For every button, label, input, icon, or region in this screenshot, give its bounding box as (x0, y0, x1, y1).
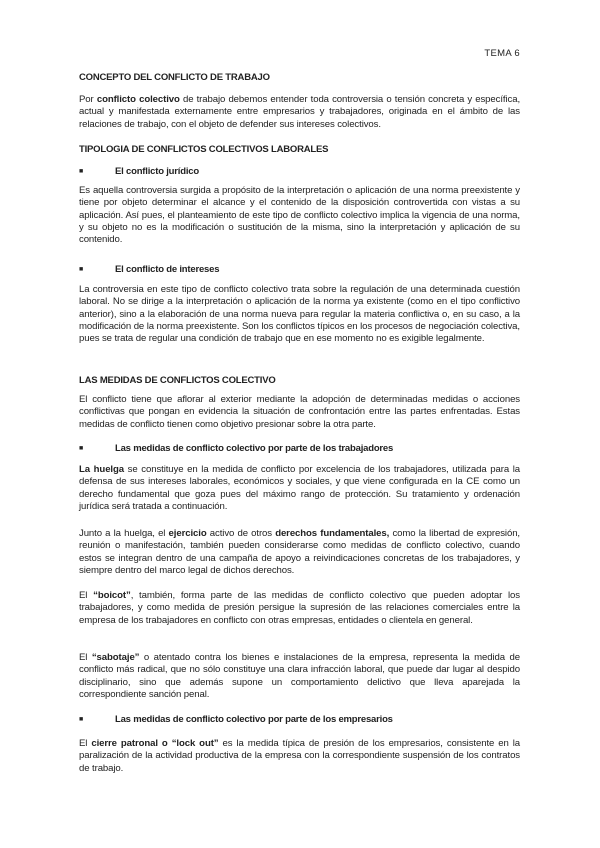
paragraph-huelga: La huelga se constituye en la medida de conflicto por excelencia de los trabajadores, utilizada para la defensa de sus intereses laborales, económicos y sociales, y que viene configurada en la CE como un derecho fundamental que goza pues del máximo rango de protección. Su tratamiento y ordenación jurídica será tratada a continuación. (79, 464, 520, 512)
term-derechos-fundamentales: derechos fundamentales, (275, 528, 390, 539)
term-ejercicio: ejercicio (168, 528, 207, 539)
bullet-square-icon: ■ (79, 168, 84, 175)
bullet-square-icon: ■ (79, 266, 84, 273)
term-boicot: “boicot” (93, 590, 131, 601)
paragraph-boicot: El “boicot”, también, forma parte de las medidas de conflicto colectivo que pueden adoptar los trabajadores, y como medida de presión persigue la supresión de las relaciones comerciales entre la empresa de los trabajadores en conflicto con otras empresas, entidades o clientela en general. (79, 590, 520, 626)
bullet-square-icon: ■ (79, 445, 84, 452)
heading-tipologia: TIPOLOGIA DE CONFLICTOS COLECTIVOS LABORALES (79, 144, 329, 155)
paragraph-medidas-intro: El conflicto tiene que aflorar al exterior mediante la adopción de determinadas medidas o acciones conflictivas que pongan en evidencia la situación de confrontación entre las partes enfrentadas. Estas medidas de conflicto tienen como objetivo presionar sobre la otra parte. (79, 394, 520, 430)
term-cierre-patronal: cierre patronal o “lock out” (91, 738, 219, 749)
paragraph-ejercicio-derechos: Junto a la huelga, el ejercicio activo de otros derechos fundamentales, como la libertad de expresión, reunión o manifestación, también pueden considerarse como medidas de conflicto colectivo, cuando estos se integran dentro de una campaña de apoyo a reivindicaciones concretas de los trabajadores, y siempre dentro del marco legal de dichos derechos. (79, 528, 520, 576)
heading-medidas: LAS MEDIDAS DE CONFLICTOS COLECTIVO (79, 375, 276, 386)
bullet-medidas-empresarios: ■ Las medidas de conflicto colectivo por parte de los empresarios (79, 714, 393, 725)
term-conflicto-colectivo: conflicto colectivo (96, 94, 180, 105)
term-sabotaje: “sabotaje” (91, 652, 140, 663)
paragraph-conflicto-intereses: La controversia en este tipo de conflicto colectivo trata sobre la regulación de una determinada cuestión laboral. No se dirige a la interpretación o aplicación de la norma ya existente (como en el tipo conflictivo anterior), sino a la elaboración de una norma nueva para regular la materia conflictiva o, en su caso, a la modificación de la norma preexistente. Son los conflictos típicos en los procesos de negociación colectiva, pues se trata de regular una condición de trabajo que en ese momento no es exigible legalmente. (79, 284, 520, 345)
paragraph-concepto: Por conflicto colectivo de trabajo debemos entender toda controversia o tensión concreta y específica, actual y manifestada externamente entre empresarios y trabajadores, originada en el ámbito de las relaciones de trabajo, con el objeto de defender sus intereses colectivos. (79, 94, 521, 130)
bullet-conflicto-juridico: ■ El conflicto jurídico (79, 166, 199, 177)
bullet-medidas-trabajadores: ■ Las medidas de conflicto colectivo por parte de los trabajadores (79, 443, 394, 454)
paragraph-cierre-patronal: El cierre patronal o “lock out” es la medida típica de presión de los empresarios, consistente en la paralización de la actividad productiva de la empresa con la correspondiente suspensión de los contratos de trabajo. (79, 738, 520, 774)
term-huelga: La huelga (79, 464, 124, 475)
paragraph-conflicto-juridico: Es aquella controversia surgida a propósito de la interpretación o aplicación de una norma preexistente y tiene por objeto determinar el alcance y el contenido de la disposición controvertida con vistas a su aplicación. Así pues, el planteamiento de este tipo de conflicto colectivo implica la vigencia de una norma, y su objeto no es la modificación o sustitución de la misma, sino la interpretación y aplicación de su contenido. (79, 185, 520, 246)
bullet-conflicto-intereses: ■ El conflicto de intereses (79, 264, 220, 275)
page-header-tema: TEMA 6 (484, 48, 520, 59)
heading-concepto: CONCEPTO DEL CONFLICTO DE TRABAJO (79, 72, 270, 83)
bullet-square-icon: ■ (79, 716, 84, 723)
paragraph-sabotaje: El “sabotaje” o atentado contra los bienes e instalaciones de la empresa, representa la medida de conflicto más radical, que no sólo constituye una clara infracción laboral, que puede dar lugar al despido disciplinario, sino que además supone un comportamiento delictivo que lleva aparejada la correspondiente sanción penal. (79, 652, 520, 700)
